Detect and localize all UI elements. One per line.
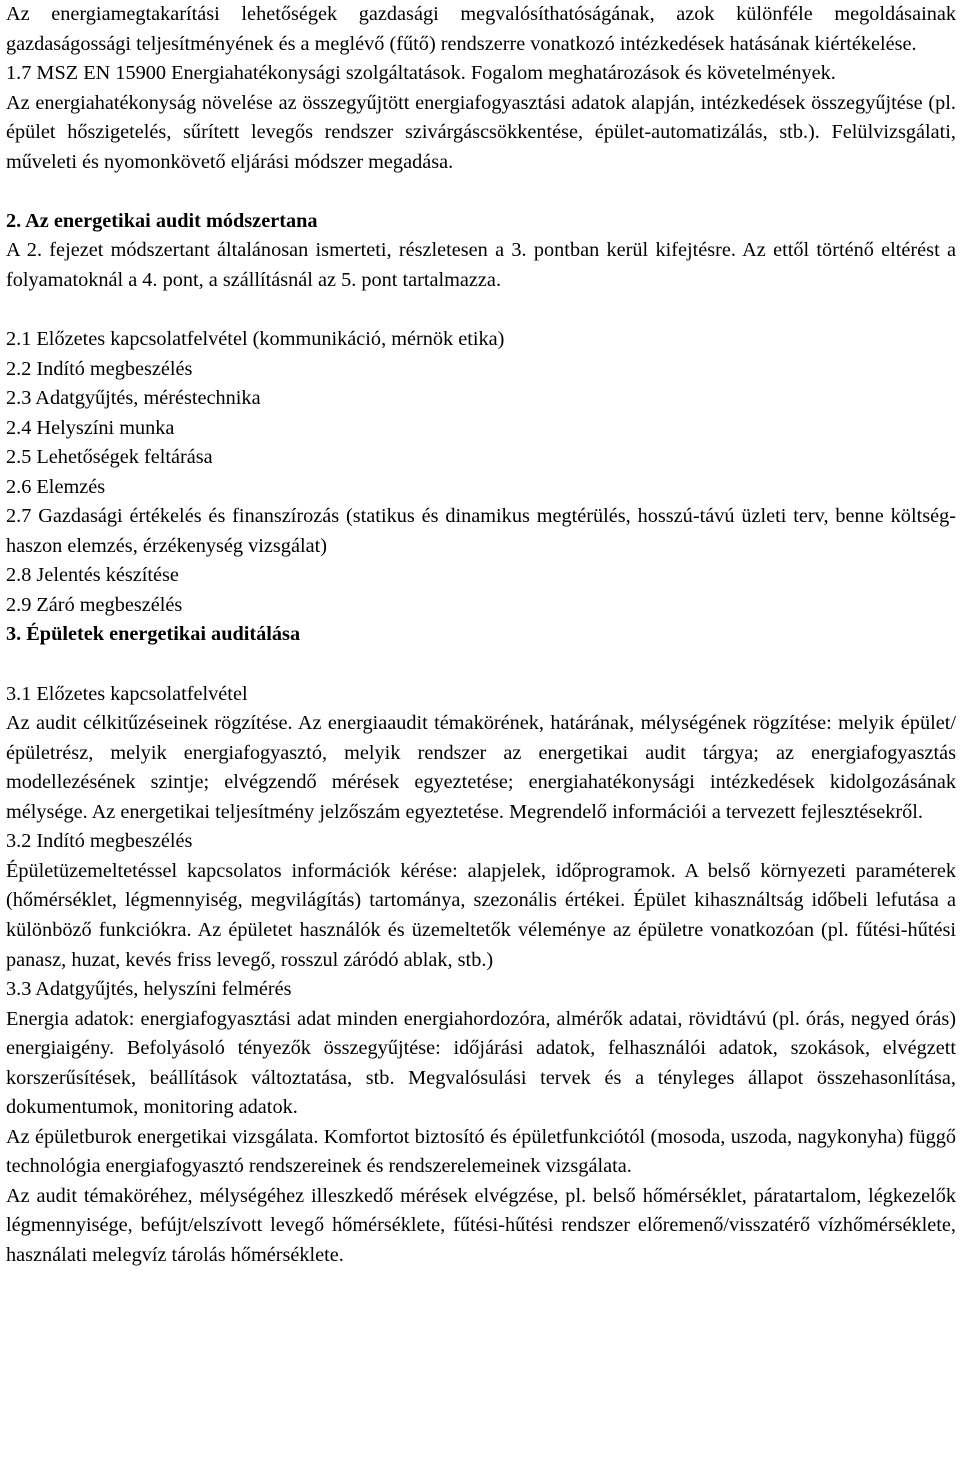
subsection-3-3-paragraph-1: Energia adatok: energiafogyasztási adat minden energiahordozóra, almérők adatai, rövidtávú (pl. órás, negyed órás) energiaigény. Befolyásoló tényezők összegyűjtése: időjárási adatok, felhasználói adatok, szokások, elvégzett korszerűsítések, beállítások változtatása, stb. Megvalósulási tervek és a tényleges állapot összehasonlítása, dokumentumok, monitoring adatok. — [6, 1007, 956, 1119]
spacer — [6, 295, 956, 325]
spacer — [6, 177, 956, 207]
list-item: 2.4 Helyszíni munka — [6, 416, 175, 439]
section-3-heading: 3. Épületek energetikai auditálása — [6, 623, 301, 646]
section-2-heading: 2. Az energetikai audit módszertana — [6, 209, 318, 232]
standard-reference-paragraph: 1.7 MSZ EN 15900 Energiahatékonysági szolgáltatások. Fogalom meghatározások és követelmények. — [6, 62, 836, 85]
list-item: 2.7 Gazdasági értékelés és finanszírozás (statikus és dinamikus megtérülés, hosszú-távú üzleti terv, benne költség-haszon elemzés, érzékenység vizsgálat) — [6, 505, 956, 557]
subsection-3-3-title: 3.3 Adatgyűjtés, helyszíni felmérés — [6, 978, 292, 1001]
spacer — [6, 650, 956, 680]
subsection-3-3-paragraph-2: Az épületburok energetikai vizsgálata. Komfortot biztosító és épületfunkciótól (mosoda, uszoda, nagykonyha) függő technológia energiafogyasztó rendszereinek és rendszerelemeinek vizsgálata. — [6, 1125, 956, 1178]
list-item: 2.1 Előzetes kapcsolatfelvétel (kommunikáció, mérnök etika) — [6, 328, 505, 351]
subsection-3-2-text: Épületüzemeltetéssel kapcsolatos információk kérése: alapjelek, időprogramok. A belső környezeti paraméterek (hőmérséklet, légmennyiség, megvilágítás) tartománya, szezonális értékei. Épület kihasználtság időbeli lefutása a különböző funkciókra. Az épületet használók és üzemeltetők véleménye az épületre vonatkozóan (pl. fűtési-hűtési panasz, huzat, kevés friss levegő, rosszul záródó ablak, stb.) — [6, 859, 956, 971]
subsection-3-2-title: 3.2 Indító megbeszélés — [6, 830, 193, 853]
list-item: 2.9 Záró megbeszélés — [6, 593, 183, 616]
intro-paragraph-3: Az energiahatékonyság növelése az összegyűjtött energiafogyasztási adatok alapján, intézkedések összegyűjtése (pl. épület hőszigetelés, sűrített levegős rendszer szivárgáscsökkentése, épület-automatizálás, stb.). Felülvizsgálati, műveleti és nyomonkövető eljárási módszer megadása. — [6, 91, 956, 173]
list-item: 2.3 Adatgyűjtés, méréstechnika — [6, 387, 261, 410]
list-item: 2.5 Lehetőségek feltárása — [6, 446, 213, 469]
section-2-text: A 2. fejezet módszertant általánosan ismerteti, részletesen a 3. pontban kerül kifejtésre. Az ettől történő eltérést a folyamatoknál a 4. pont, a szállításnál az 5. pont tartalmazza. — [6, 239, 956, 291]
subsection-3-3-paragraph-3: Az audit témaköréhez, mélységéhez illeszkedő mérések elvégzése, pl. belső hőmérséklet, páratartalom, légkezelők légmennyisége, befújt/elszívott levegő hőmérséklete, fűtési-hűtési rendszer előremenő/visszatérő vízhőmérséklete, használati melegvíz tárolás hőmérséklete. — [6, 1184, 956, 1266]
subsection-3-1-title: 3.1 Előzetes kapcsolatfelvétel — [6, 682, 248, 705]
list-item: 2.8 Jelentés készítése — [6, 564, 179, 587]
list-item: 2.2 Indító megbeszélés — [6, 357, 193, 380]
subsection-3-1-text: Az audit célkitűzéseinek rögzítése. Az energiaaudit témakörének, határának, mélységének rögzítése: melyik épület/épületrész, melyik energiafogyasztó, melyik rendszer az energetikai audit tárgya; az energiafogyasztás modellezésének szintje; elvégzendő mérések egyeztetése; energiahatékonysági intézkedések kidolgozásának mélysége. Az energetikai teljesítmény jelzőszám egyeztetése. Megrendelő információi a tervezett fejlesztésekről. — [6, 712, 956, 823]
list-item: 2.6 Elemzés — [6, 475, 106, 498]
intro-paragraph-1: Az energiamegtakarítási lehetőségek gazdasági megvalósíthatóságának, azok különféle megoldásainak gazdaságossági teljesítményének és a meglévő (fűtő) rendszerre vonatkozó intézkedések hatásának kiértékelése. — [6, 3, 956, 55]
